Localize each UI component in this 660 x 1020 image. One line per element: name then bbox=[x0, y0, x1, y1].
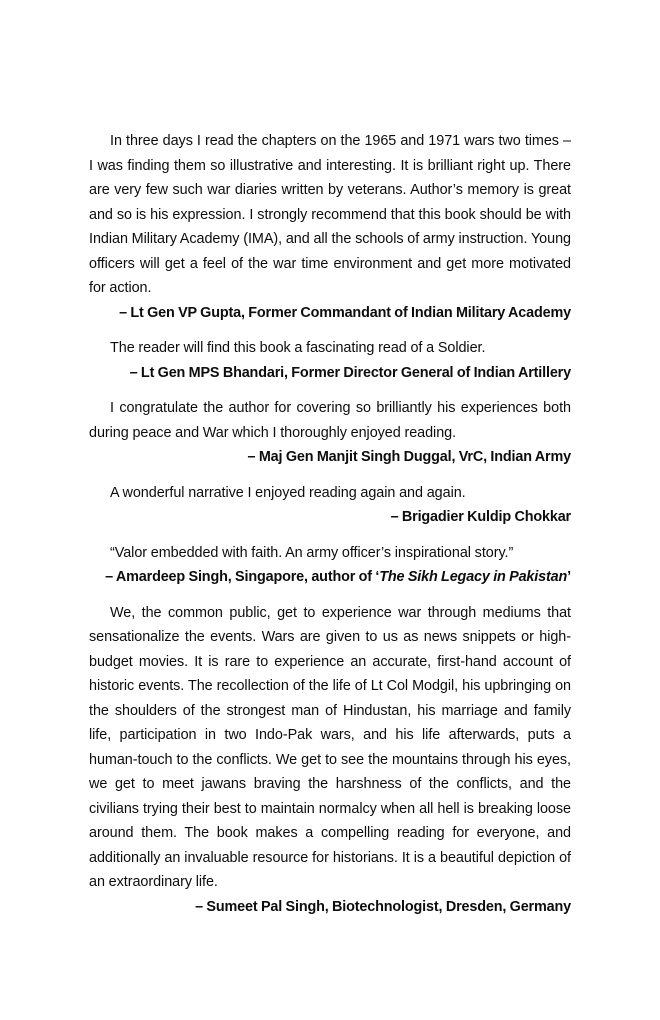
testimonial-quote: I congratulate the author for covering so brilliantly his experiences both during peace and War which I thoroughly enjoyed reading. bbox=[89, 400, 571, 441]
attribution-suffix: ’ bbox=[567, 569, 571, 585]
testimonial-attribution: – Maj Gen Manjit Singh Duggal, VrC, Indian Army bbox=[247, 449, 571, 465]
attribution-prefix: – Amardeep Singh, Singapore, author of ‘ bbox=[105, 569, 380, 585]
praise-text-block bbox=[89, 129, 571, 919]
testimonial-6 bbox=[89, 601, 571, 920]
testimonial-1 bbox=[89, 129, 571, 325]
testimonial-3 bbox=[89, 396, 571, 470]
testimonial-attribution: – Lt Gen MPS Bhandari, Former Director General of Indian Artillery bbox=[129, 364, 571, 381]
testimonial-2 bbox=[89, 336, 571, 385]
testimonial-attribution: – Lt Gen VP Gupta, Former Commandant of Indian Military Academy bbox=[119, 304, 571, 321]
testimonial-quote: In three days I read the chapters on the 1965 and 1971 wars two times – I was finding them so illustrative and interesting. It is brilliant right up. There are very few such war diaries written by veterans. Author’s memory is great and so is his expression. I strongly recommend that this book should be with Indian Military Academy (IMA), and all the schools of army instruction. Young officers will get a feel of the war time environment and get more motivated for action. bbox=[89, 133, 571, 296]
testimonial-attribution: – Sumeet Pal Singh, Biotechnologist, Dresden, Germany bbox=[195, 898, 571, 915]
testimonial-attribution bbox=[89, 565, 571, 590]
testimonial-4 bbox=[89, 481, 571, 530]
testimonial-5 bbox=[89, 541, 571, 590]
testimonial-quote: “Valor embedded with faith. An army officer’s inspirational story.” bbox=[110, 544, 514, 561]
testimonial-attribution: – Brigadier Kuldip Chokkar bbox=[390, 509, 571, 525]
testimonial-quote: A wonderful narrative I enjoyed reading again and again. bbox=[110, 484, 466, 501]
testimonial-quote: The reader will find this book a fascinating read of a Soldier. bbox=[110, 340, 486, 356]
testimonial-quote: We, the common public, get to experience war through mediums that sensationalize the events. Wars are given to us as news snippets or high-budget movies. It is rare to experience an accurate, first-hand account of historic events. The recollection of the life of Lt Col Modgil, his upbringing on the shoulders of the strongest man of Hindustan, his marriage and family life, participation in two Indo-Pak wars, and his life afterwards, puts a human-touch to the conflicts. We get to see the mountains through his eyes, we get to meet jawans braving the harshness of the conflicts, and the civilians trying their best to maintain normalcy when all hell is breaking loose around them. The book makes a compelling reading for everyone, and additionally an invaluable resource for historians. It is a beautiful depiction of an extraordinary life. bbox=[89, 604, 571, 890]
attribution-book-title: The Sikh Legacy in Pakistan bbox=[379, 569, 568, 585]
